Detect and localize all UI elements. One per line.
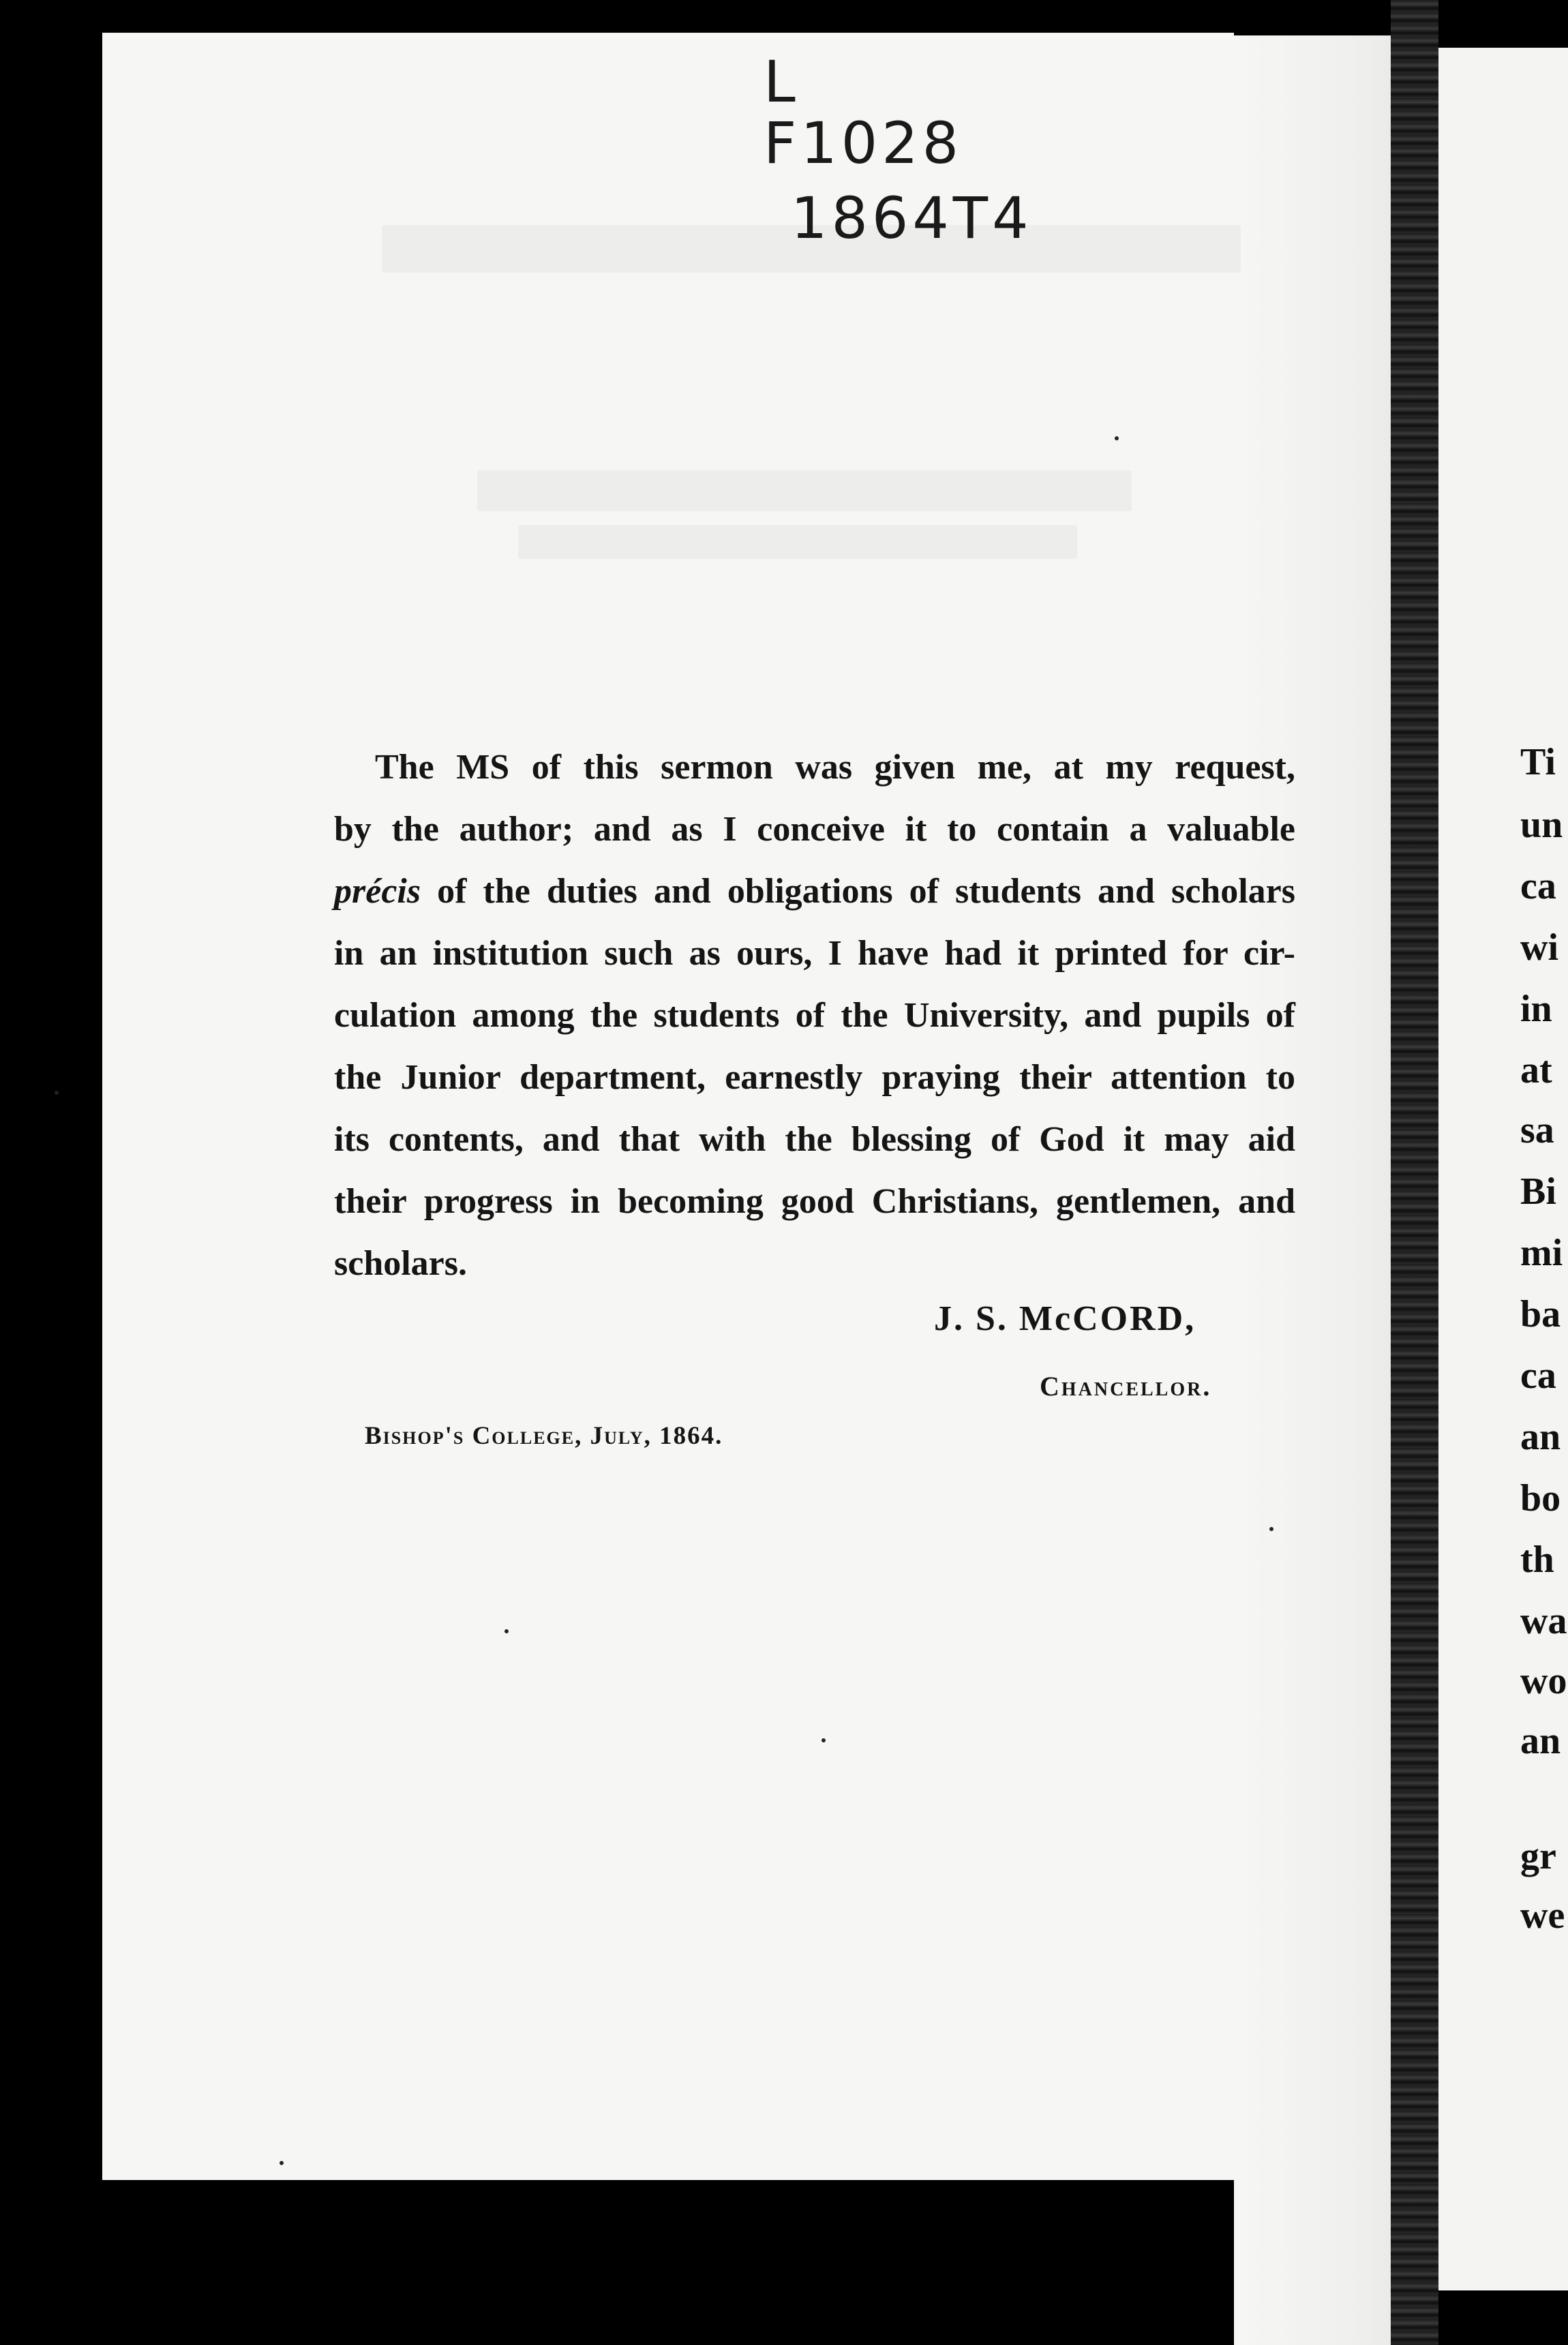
facing-page-fragment: an bbox=[1520, 1416, 1561, 1458]
facing-page-fragment: mi bbox=[1520, 1232, 1563, 1274]
facing-page-fragment: wi bbox=[1520, 926, 1558, 969]
show-through-text bbox=[518, 525, 1077, 559]
paragraph-line: the Junior department, earnestly praying their attention to bbox=[334, 1058, 1295, 1097]
paragraph-line: culation among the students of the University, and pupils of bbox=[334, 996, 1295, 1035]
place-and-date: Bishop's College, July, 1864. bbox=[365, 1422, 723, 1450]
facing-page-fragment: sa bbox=[1520, 1109, 1554, 1151]
facing-page-fragment: gr bbox=[1520, 1835, 1556, 1877]
paragraph-line: their progress in becoming good Christians, gentlemen, and bbox=[334, 1182, 1295, 1221]
handwritten-call-number-line3: 1864T4 bbox=[791, 185, 1033, 252]
paragraph-line: its contents, and that with the blessing of God it may aid bbox=[334, 1120, 1295, 1159]
facing-page-fragment: wa bbox=[1520, 1600, 1567, 1642]
scan-speck bbox=[1269, 1527, 1273, 1531]
facing-page-fragment: un bbox=[1520, 804, 1563, 846]
facing-page-fragment: ca bbox=[1520, 865, 1556, 907]
italic-word: précis bbox=[334, 872, 421, 911]
handwritten-call-number-line1: L bbox=[764, 48, 800, 115]
facing-page-fragment: at bbox=[1520, 1049, 1552, 1091]
paragraph-line: The MS of this sermon was given me, at my request, bbox=[375, 748, 1295, 787]
preface-paragraph bbox=[334, 736, 1295, 1295]
signatory-name: J. S. McCORD, bbox=[934, 1299, 1196, 1338]
facing-page-fragment: Ti bbox=[1520, 741, 1556, 783]
facing-page-fragment: ba bbox=[1520, 1293, 1561, 1335]
scan-speck bbox=[55, 1091, 59, 1095]
facing-page-fragment: an bbox=[1520, 1720, 1561, 1762]
facing-page-fragment: Bi bbox=[1520, 1170, 1556, 1213]
book-binding bbox=[1391, 0, 1438, 2345]
facing-page bbox=[1438, 48, 1568, 2290]
show-through-text bbox=[477, 470, 1132, 511]
facing-page-fragment: th bbox=[1520, 1539, 1554, 1581]
scan-speck bbox=[504, 1629, 509, 1633]
paragraph-line: by the author; and as I conceive it to contain a valuable bbox=[334, 810, 1295, 849]
facing-page-fragment: in bbox=[1520, 988, 1552, 1030]
scan-speck bbox=[280, 2161, 284, 2165]
scan-speck bbox=[821, 1738, 826, 1742]
gutter-top-shadow bbox=[1234, 0, 1391, 35]
facing-page-fragment: ca bbox=[1520, 1355, 1556, 1397]
paragraph-line: scholars. bbox=[334, 1244, 467, 1283]
handwritten-call-number-line2: F1028 bbox=[764, 110, 963, 177]
signatory-title: Chancellor. bbox=[1040, 1371, 1212, 1402]
facing-page-fragment: we bbox=[1520, 1894, 1565, 1937]
paragraph-line: précis of the duties and obligations of students and scholars bbox=[334, 872, 1295, 911]
paragraph-line: in an institution such as ours, I have had it printed for cir- bbox=[334, 934, 1295, 973]
facing-page-fragment: bo bbox=[1520, 1477, 1561, 1519]
facing-page-fragment: wo bbox=[1520, 1660, 1567, 1702]
scan-speck bbox=[1115, 436, 1119, 440]
